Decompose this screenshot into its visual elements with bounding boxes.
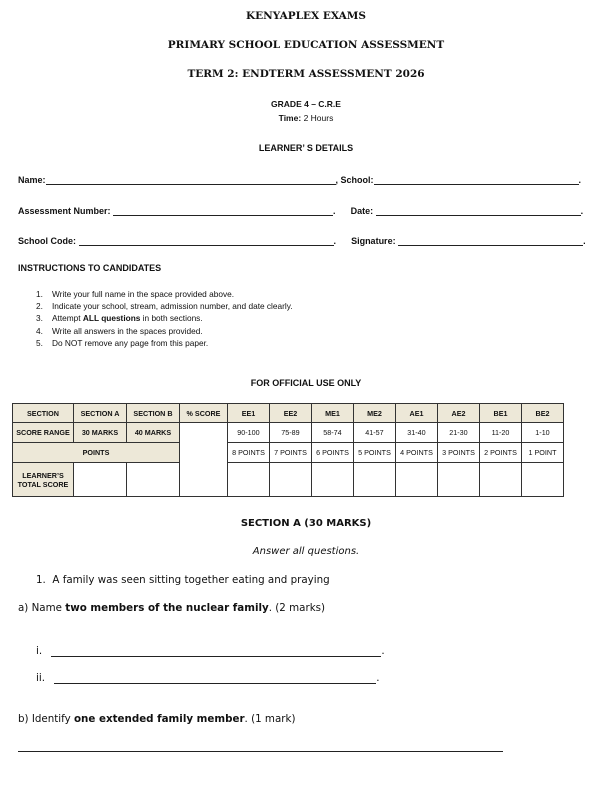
section-b-score-cell[interactable] <box>127 463 180 497</box>
table-row <box>13 404 564 423</box>
header-cell: ME1 <box>312 404 354 423</box>
header-cell: EE2 <box>270 404 312 423</box>
score-range-label: SCORE RANGE <box>13 423 74 443</box>
range-cell: 58-74 <box>312 423 354 443</box>
points-cell: 2 POINTS <box>480 443 522 463</box>
header-cell: AE1 <box>396 404 438 423</box>
points-cell: 1 POINT <box>522 443 564 463</box>
grade-subject: GRADE 4 – C.R.E <box>271 99 341 109</box>
answer-numeral: i. <box>36 645 43 657</box>
answer-field-ii[interactable] <box>54 673 376 684</box>
assessment-date-row: Assessment Number: . Date: . <box>18 206 584 216</box>
points-label: POINTS <box>13 443 180 463</box>
range-cell: 41-57 <box>354 423 396 443</box>
range-cell: 75-89 <box>270 423 312 443</box>
header-cell: SECTION A <box>74 404 127 423</box>
range-cell: 1-10 <box>522 423 564 443</box>
time-value: 2 Hours <box>303 113 334 123</box>
assessment-number-field[interactable] <box>113 205 333 216</box>
grade-cell[interactable] <box>312 463 354 497</box>
school-label: School: <box>340 175 374 185</box>
school-field[interactable] <box>374 174 579 185</box>
school-code-field[interactable] <box>79 235 334 246</box>
school-code-label: School Code: <box>18 236 76 246</box>
question-1b: b) Identify one extended family member. (1 mark) <box>18 713 296 725</box>
assessment-title: PRIMARY SCHOOL EDUCATION ASSESSMENT <box>167 39 445 51</box>
table-row <box>13 463 564 497</box>
section-a-score-cell[interactable] <box>74 463 127 497</box>
header-cell: BE1 <box>480 404 522 423</box>
points-cell: 4 POINTS <box>396 443 438 463</box>
instruction-item: 5. Do NOT remove any page from this paper. <box>36 337 209 348</box>
range-cell: 31-40 <box>396 423 438 443</box>
header-cell: SECTION B <box>127 404 180 423</box>
time-line <box>0 113 612 123</box>
question-number: 1. <box>36 574 46 586</box>
section-a-marks: 30 MARKS <box>74 423 127 443</box>
score-table <box>12 403 564 497</box>
grade-cell[interactable] <box>480 463 522 497</box>
question-1a: a) Name two members of the nuclear family. (2 marks) <box>18 602 326 614</box>
instruction-item: 3. Attempt ALL questions in both sections. <box>36 313 203 324</box>
answer-numeral: ii. <box>36 672 45 684</box>
grade-cell[interactable] <box>522 463 564 497</box>
percent-score-cell[interactable] <box>180 423 228 497</box>
exam-body-title: KENYAPLEX EXAMS <box>246 10 366 22</box>
signature-field[interactable] <box>398 235 583 246</box>
points-cell: 7 POINTS <box>270 443 312 463</box>
instructions-list <box>36 288 293 349</box>
grade-cell[interactable] <box>228 463 270 497</box>
official-use-title: FOR OFFICIAL USE ONLY <box>250 378 362 388</box>
answer-line-i: i. . <box>36 645 385 657</box>
table-row <box>13 443 564 463</box>
name-field[interactable] <box>46 174 336 185</box>
date-label: Date: <box>350 206 374 216</box>
section-a-instruction: Answer all questions. <box>252 546 360 557</box>
learner-total-score-label: LEARNER’S TOTAL SCORE <box>13 463 74 497</box>
range-cell: 21-30 <box>438 423 480 443</box>
points-cell: 3 POINTS <box>438 443 480 463</box>
range-cell: 90-100 <box>228 423 270 443</box>
section-b-marks: 40 MARKS <box>127 423 180 443</box>
answer-field-i[interactable] <box>51 646 381 657</box>
instruction-item: 4. Write all answers in the spaces provided. <box>36 325 203 336</box>
name-label: Name: <box>18 175 46 185</box>
header-cell: BE2 <box>522 404 564 423</box>
code-signature-row: School Code: . Signature: . <box>18 236 586 246</box>
learner-details-title: LEARNER’ S DETAILS <box>258 143 354 153</box>
assessment-number-label: Assessment Number: <box>18 206 111 216</box>
points-cell: 6 POINTS <box>312 443 354 463</box>
header-cell: AE2 <box>438 404 480 423</box>
answer-line-ii: ii. . <box>36 672 380 684</box>
header-cell: ME2 <box>354 404 396 423</box>
instructions-title: INSTRUCTIONS TO CANDIDATES <box>18 263 162 273</box>
question-1 <box>36 574 330 586</box>
instruction-item: 2. Indicate your school, stream, admission number, and date clearly. <box>36 301 293 312</box>
points-cell: 5 POINTS <box>354 443 396 463</box>
section-a-title: SECTION A (30 MARKS) <box>240 518 372 529</box>
points-cell: 8 POINTS <box>228 443 270 463</box>
answer-field-b[interactable] <box>18 751 503 752</box>
header-cell: SECTION <box>13 404 74 423</box>
header-cell: EE1 <box>228 404 270 423</box>
grade-cell[interactable] <box>354 463 396 497</box>
name-school-row: Name: , School: . <box>18 175 582 185</box>
table-row <box>13 423 564 443</box>
date-field[interactable] <box>376 205 581 216</box>
signature-label: Signature: <box>351 236 396 246</box>
header-cell: % SCORE <box>180 404 228 423</box>
grade-cell[interactable] <box>270 463 312 497</box>
grade-cell[interactable] <box>396 463 438 497</box>
grade-cell[interactable] <box>438 463 480 497</box>
time-label: Time: <box>278 113 302 123</box>
term-title: TERM 2: ENDTERM ASSESSMENT 2026 <box>187 68 425 80</box>
range-cell: 11-20 <box>480 423 522 443</box>
instruction-item: 1. Write your full name in the space provided above. <box>36 289 235 299</box>
question-text: A family was seen sitting together eating and praying <box>52 574 330 586</box>
